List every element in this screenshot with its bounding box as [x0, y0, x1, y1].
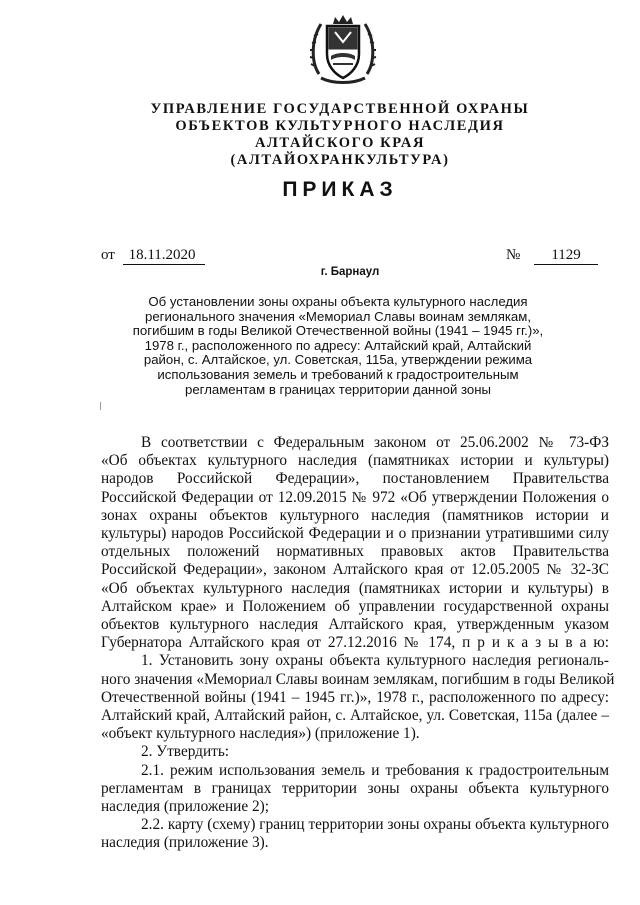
body-line: Отечественной войны (1941 – 1945 гг.)», 1978 г., расположенного по адресу: [101, 688, 609, 706]
document-subject [115, 295, 561, 397]
body-line: Российской Федерации от 12.09.2015 № 972 «Об утверждении Положения о [101, 488, 609, 506]
document-body [101, 434, 615, 853]
number-prefix: № [506, 247, 521, 263]
date-value: 18.11.2020 [123, 247, 205, 265]
body-line: В соответствии с Федеральным законом от 25.06.2002 № 73-ФЗ [141, 434, 609, 451]
body-line: наследия (приложение 3). [101, 834, 269, 852]
body-line: наследия (приложение 2); [101, 798, 269, 816]
number-value: 1129 [534, 247, 598, 265]
body-line: культуры) народов Российской Федерации и о признании утратившими силу [101, 525, 609, 543]
body-line: Алтайском крае» и Положением об управлении государственной охраны [101, 597, 609, 615]
body-line: регламентам в границах территории зоны охраны объекта культурного [101, 779, 609, 797]
body-line: Российской Федерации», законом Алтайского края от 12.05.2005 № 32-ЗС [101, 561, 609, 579]
body-line: «объект культурного наследия») (приложение 1). [101, 725, 420, 743]
subject-line: Об установлении зоны охраны объекта культурного наследия [148, 294, 528, 309]
margin-mark [100, 402, 101, 410]
body-line: 1. Установить зону охраны объекта культурного наследия региональ- [141, 652, 609, 670]
body-line: 2.2. карту (схему) границ территории зоны охраны объекта культурного [141, 816, 609, 834]
subject-line: регионального значения «Мемориал Славы воинам землякам, [145, 308, 531, 324]
body-line: 2. Утвердить: [141, 743, 230, 761]
document-title: ПРИКАЗ [282, 178, 398, 201]
date-prefix: от [101, 247, 115, 263]
body-line: «Об объектах культурного наследия (памятниках истории и культуры) [101, 452, 609, 470]
org-name-line: АЛТАЙСКОГО КРАЯ [254, 135, 426, 151]
body-line: Губернатора Алтайского края от 27.12.2016 № 174, п р и к а з ы в а ю: [101, 634, 609, 652]
document-date [101, 247, 205, 265]
city: г. Барнаул [320, 266, 380, 278]
document-number [506, 247, 598, 265]
org-name-line: УПРАВЛЕНИЕ ГОСУДАРСТВЕННОЙ ОХРАНЫ [150, 101, 530, 117]
subject-line: регламентам в границах территории данной зоны [185, 381, 491, 397]
body-line: Алтайский край, Алтайский район, с. Алтайское, ул. Советская, 115а (далее – [101, 707, 609, 725]
body-line: народов Российской Федерации», постановлением Правительства [101, 470, 609, 488]
subject-line: район, с. Алтайское, ул. Советская, 115а, утверждении режима [143, 352, 533, 368]
body-line: объектов культурного наследия Алтайского края, утвержденным указом [101, 616, 609, 634]
body-line: ного значения «Мемориал Славы воинам землякам, погибшим в годы Великой [101, 670, 615, 688]
subject-line: 1978 г., расположенного по адресу: Алтайский край, Алтайский [144, 337, 532, 353]
body-line: отдельных положений нормативных правовых актов Правительства [101, 543, 609, 561]
subject-line: использования земель и требований к градостроительным [157, 366, 519, 382]
coat-of-arms-icon [305, 12, 381, 88]
body-line: зонах охраны объектов культурного наследия (памятников истории и [101, 506, 609, 524]
org-name-line: ОБЪЕКТОВ КУЛЬТУРНОГО НАСЛЕДИЯ [175, 118, 505, 134]
body-line: «Об объектах культурного наследия (памятниках истории и культуры) в [101, 579, 609, 597]
org-name-line: (АЛТАЙОХРАНКУЛЬТУРА) [230, 152, 450, 168]
subject-line: погибшим в годы Великой Отечественной войны (1941 – 1945 гг.)», [132, 323, 544, 339]
body-line: 2.1. режим использования земель и требования к градостроительным [141, 761, 609, 779]
